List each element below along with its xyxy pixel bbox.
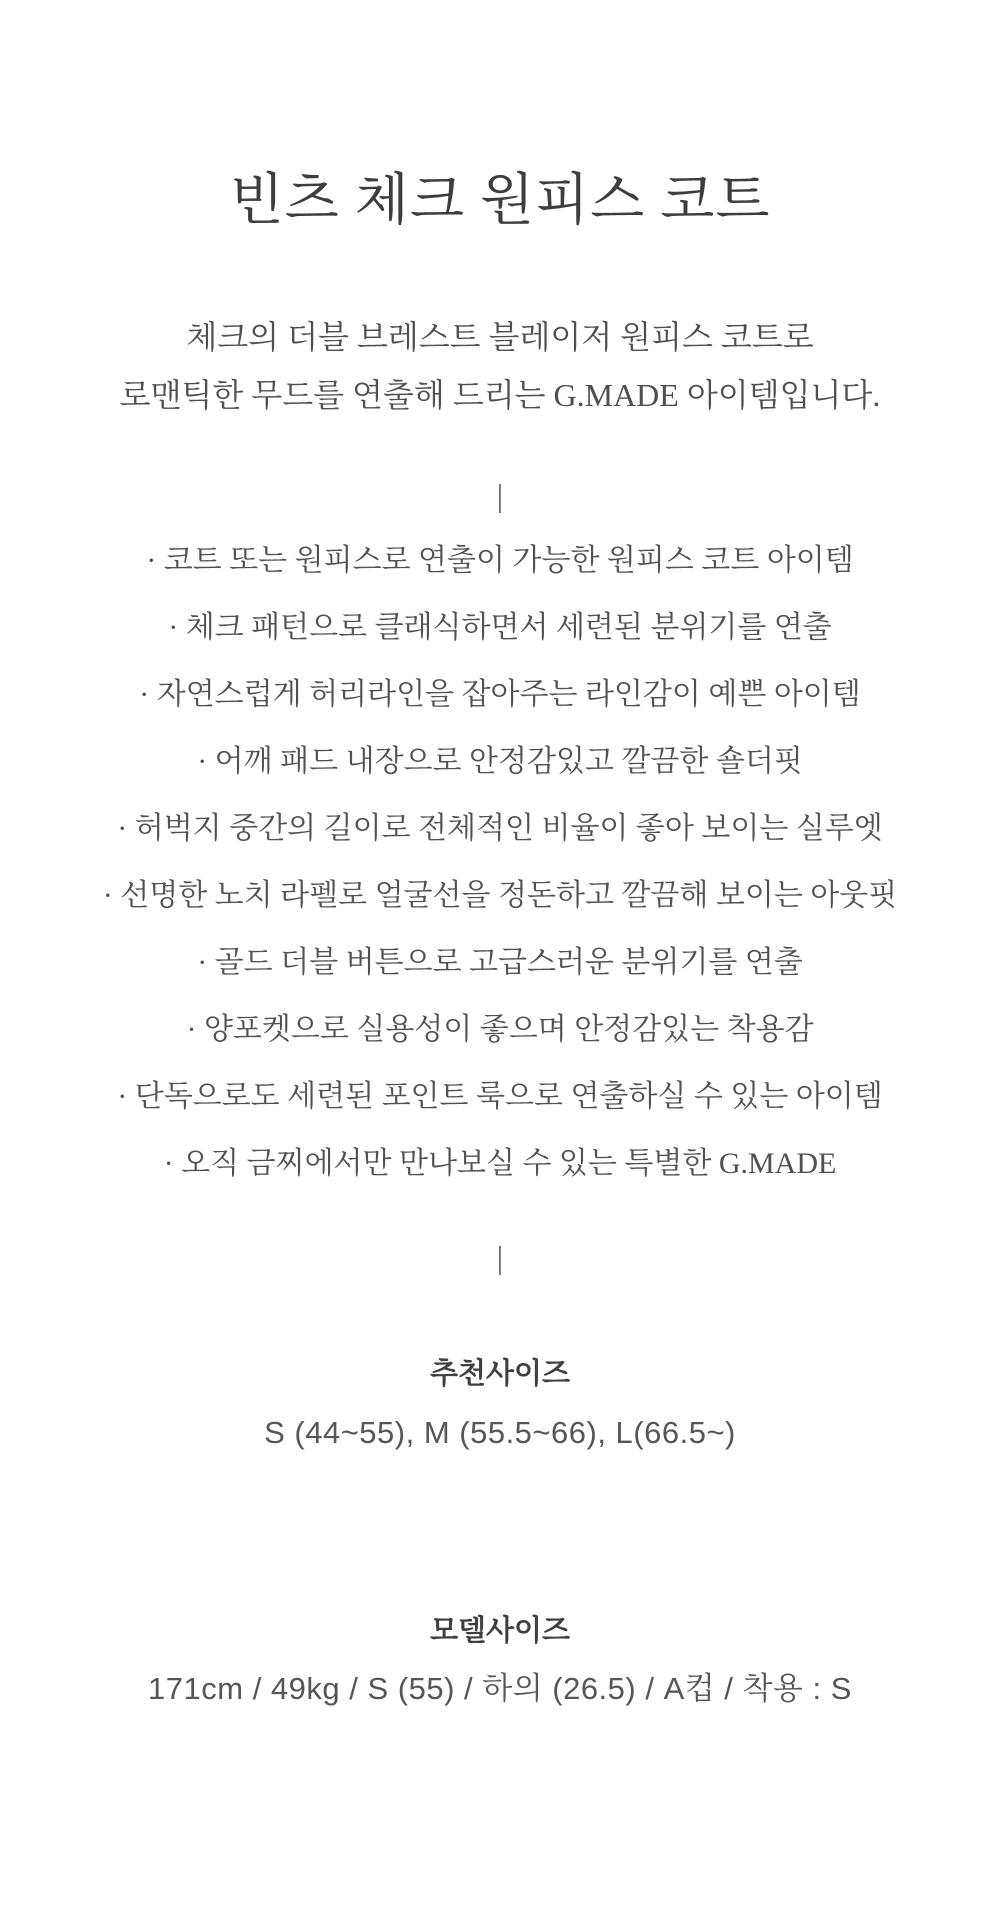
- feature-item: · 오직 금찌에서만 만나보실 수 있는 특별한 G.MADE: [163, 1147, 837, 1180]
- recommend-size-heading: 추천사이즈: [429, 1358, 571, 1390]
- feature-item: · 골드 더블 버튼으로 고급스러운 분위기를 연출: [197, 946, 803, 979]
- model-size-value: 171cm / 49kg / S (55) / 하의 (26.5) / A컵 / 착용 : S: [148, 1671, 852, 1706]
- feature-item: · 양포켓으로 실용성이 좋으며 안정감있는 착용감: [186, 1013, 814, 1046]
- product-subtitle: [0, 308, 1000, 424]
- subtitle-line-1: 체크의 더블 브레스트 블레이저 원피스 코트로: [186, 319, 814, 355]
- feature-item: · 허벅지 중간의 길이로 전체적인 비율이 좋아 보이는 실루엣: [117, 812, 883, 845]
- subtitle-line-2: 로맨틱한 무드를 연출해 드리는 G.MADE 아이템입니다.: [119, 377, 881, 413]
- recommend-size-value: S (44~55), M (55.5~66), L(66.5~): [264, 1415, 736, 1450]
- feature-item: · 어깨 패드 내장으로 안정감있고 깔끔한 숄더핏: [197, 745, 803, 778]
- feature-item: · 자연스럽게 허리라인을 잡아주는 라인감이 예쁜 아이템: [139, 678, 861, 711]
- feature-item: · 코트 또는 원피스로 연출이 가능한 원피스 코트 아이템: [146, 544, 854, 577]
- feature-item: · 선명한 노치 라펠로 얼굴선을 정돈하고 깔끔해 보이는 아웃핏: [102, 879, 898, 912]
- product-title: 빈츠 체크 원피스 코트: [229, 170, 771, 232]
- feature-item: · 단독으로도 세련된 포인트 룩으로 연출하실 수 있는 아이템: [117, 1080, 883, 1113]
- feature-item: · 체크 패턴으로 클래식하면서 세련된 분위기를 연출: [168, 611, 832, 644]
- feature-list: [0, 527, 1000, 1197]
- section-divider-bottom: |: [496, 1239, 504, 1275]
- model-size-heading: 모델사이즈: [429, 1615, 571, 1647]
- section-divider-top: |: [496, 477, 504, 513]
